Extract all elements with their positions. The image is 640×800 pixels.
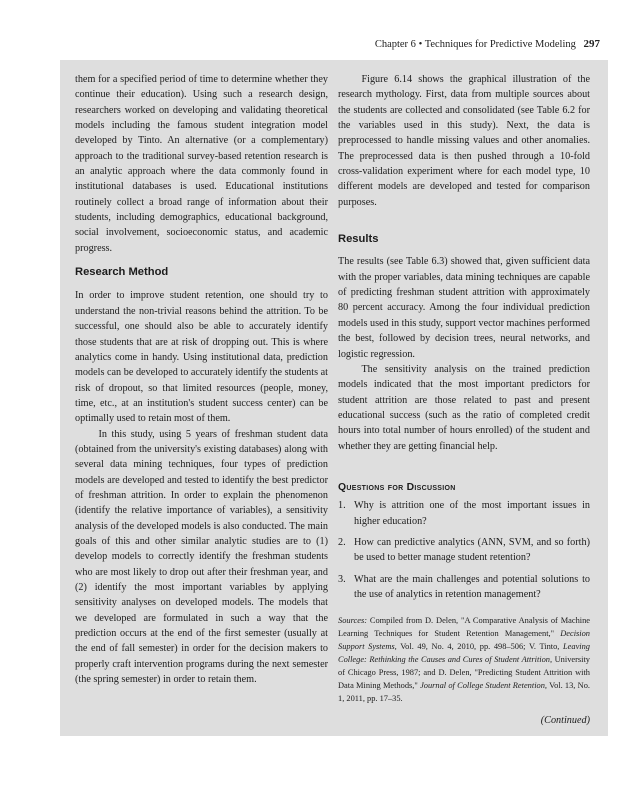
left-column bbox=[75, 72, 328, 687]
continued-label: (Continued) bbox=[540, 715, 590, 727]
right-paragraph-2: The results (see Table 6.3) showed that, given sufficient data with the proper variables, data mining techniques are capable of predicting freshman student attrition with approximately 80 percent accuracy. Among the four individual prediction models used in this study, support vector machines performed the best, followed by decision trees, neural networks, and logistic regression. bbox=[338, 256, 590, 360]
sources-journal-1: Decision Support Systems, bbox=[338, 629, 590, 652]
sources-label: Sources: bbox=[338, 616, 367, 626]
questions-list bbox=[338, 498, 590, 602]
question-item bbox=[338, 572, 590, 603]
question-item bbox=[338, 498, 590, 529]
header-bullet: • bbox=[418, 39, 423, 50]
sources-note bbox=[338, 614, 590, 705]
right-paragraph-1: Figure 6.14 shows the graphical illustration of the research mythology. First, data from multiple sources about the students are collected and consolidated (see Table 6.2 for the variables used in this study). Next, the data is preprocessed to handle missing values and other anomalies. The preprocessed data is then pushed through a 10-fold cross-validation experiment where for each model type, 10 different models are developed and tested for comparison purposes. bbox=[338, 74, 590, 208]
question-item bbox=[338, 535, 590, 566]
chapter-title: Techniques for Predictive Modeling bbox=[424, 39, 576, 50]
question-text: Why is attrition one of the most important issues in higher education? bbox=[354, 500, 590, 527]
sources-book: Leaving College: Rethinking the Causes and Cures of Student Attrition, bbox=[338, 642, 590, 665]
running-header bbox=[375, 38, 600, 50]
right-paragraph-3: The sensitivity analysis on the trained prediction models indicated that the most important predictors for student attrition are those related to past and present educational success (such as the ratio of completed credit hours into total number of hours enrolled) of the student and whether they are getting financial help. bbox=[338, 363, 590, 452]
results-heading: Results bbox=[338, 233, 379, 246]
sources-text-3: University of Chicago Press, 1987; and D. Delen, "Predicting Student Attrition with Data Mining Methods," bbox=[338, 655, 590, 691]
chapter-label: Chapter 6 bbox=[374, 39, 416, 50]
sources-text-2: Vol. 49, No. 4, 2010, pp. 498–506; V. Tinto, bbox=[396, 642, 564, 652]
left-paragraph-1: them for a specified period of time to determine whether they continue their education). Using such a research design, researchers worked on developing and validating theoretical models including the famous student integration model developed by Tinto. An alternative (or a complementary) approach to the traditional survey-based retention research is an analytic approach where the data commonly found in institutional databases is used. Educational institutions routinely collect a broad range of information about their students, including demographics, educational background, social involvement, socioeconomic status, and academic progress. bbox=[75, 74, 328, 254]
question-text: How can predictive analytics (ANN, SVM, and so forth) be used to better manage student retention? bbox=[354, 536, 590, 564]
question-text: What are the main challenges and potential solutions to the use of analytics in retention management? bbox=[354, 573, 590, 600]
right-column bbox=[338, 72, 590, 729]
left-paragraph-2: In order to improve student retention, one should try to understand the non-trivial reasons behind the attrition. To be successful, one should also be able to accurately identify those students that are at risk of dropping out. This is where analytics come in handy. Using institutional data, prediction models can be developed to accurately identify the students at risk of dropout, so that limited resources (people, money, time, etc., at an institution's student success center) can be optimally used to retain most of them. bbox=[75, 290, 328, 425]
research-method-heading: Research Method bbox=[75, 266, 169, 279]
question-number: 1. bbox=[338, 500, 346, 512]
sources-text-4: Vol. 13, No. 1, 2011, pp. 17–35. bbox=[338, 681, 590, 704]
page-number: 297 bbox=[583, 38, 600, 50]
sources-text-1: Compiled from D. Delen, "A Comparative Analysis of Machine Learning Techniques for Student Retention Management," bbox=[338, 616, 590, 639]
left-paragraph-3: In this study, using 5 years of freshman student data (obtained from the university's existing databases) along with several data mining techniques, four types of prediction models are developed and tested to identify the best predictor of freshman attrition. In order to explain the phenomenon (identify the relative importance of variables), a sensitivity analysis of the developed models is also conducted. The main goals of this and other similar analytic studies are to (1) develop models to correctly identify the freshman students who are most likely to drop out after their freshman year, and (2) identify the most important variables by applying sensitivity analyses on developed models. The models that we developed are formulated in such a way that the prediction occurs at the end of the first semester (usually at the end of fall semester) in order for the decision makers to properly craft intervention programs during the next semester (the spring semester) in order to retain them. bbox=[75, 428, 328, 686]
question-number: 2. bbox=[338, 536, 346, 548]
sources-journal-2: Journal of College Student Retention, bbox=[420, 681, 547, 691]
question-number: 3. bbox=[338, 573, 346, 585]
questions-heading: Questions for Discussion bbox=[338, 481, 456, 493]
